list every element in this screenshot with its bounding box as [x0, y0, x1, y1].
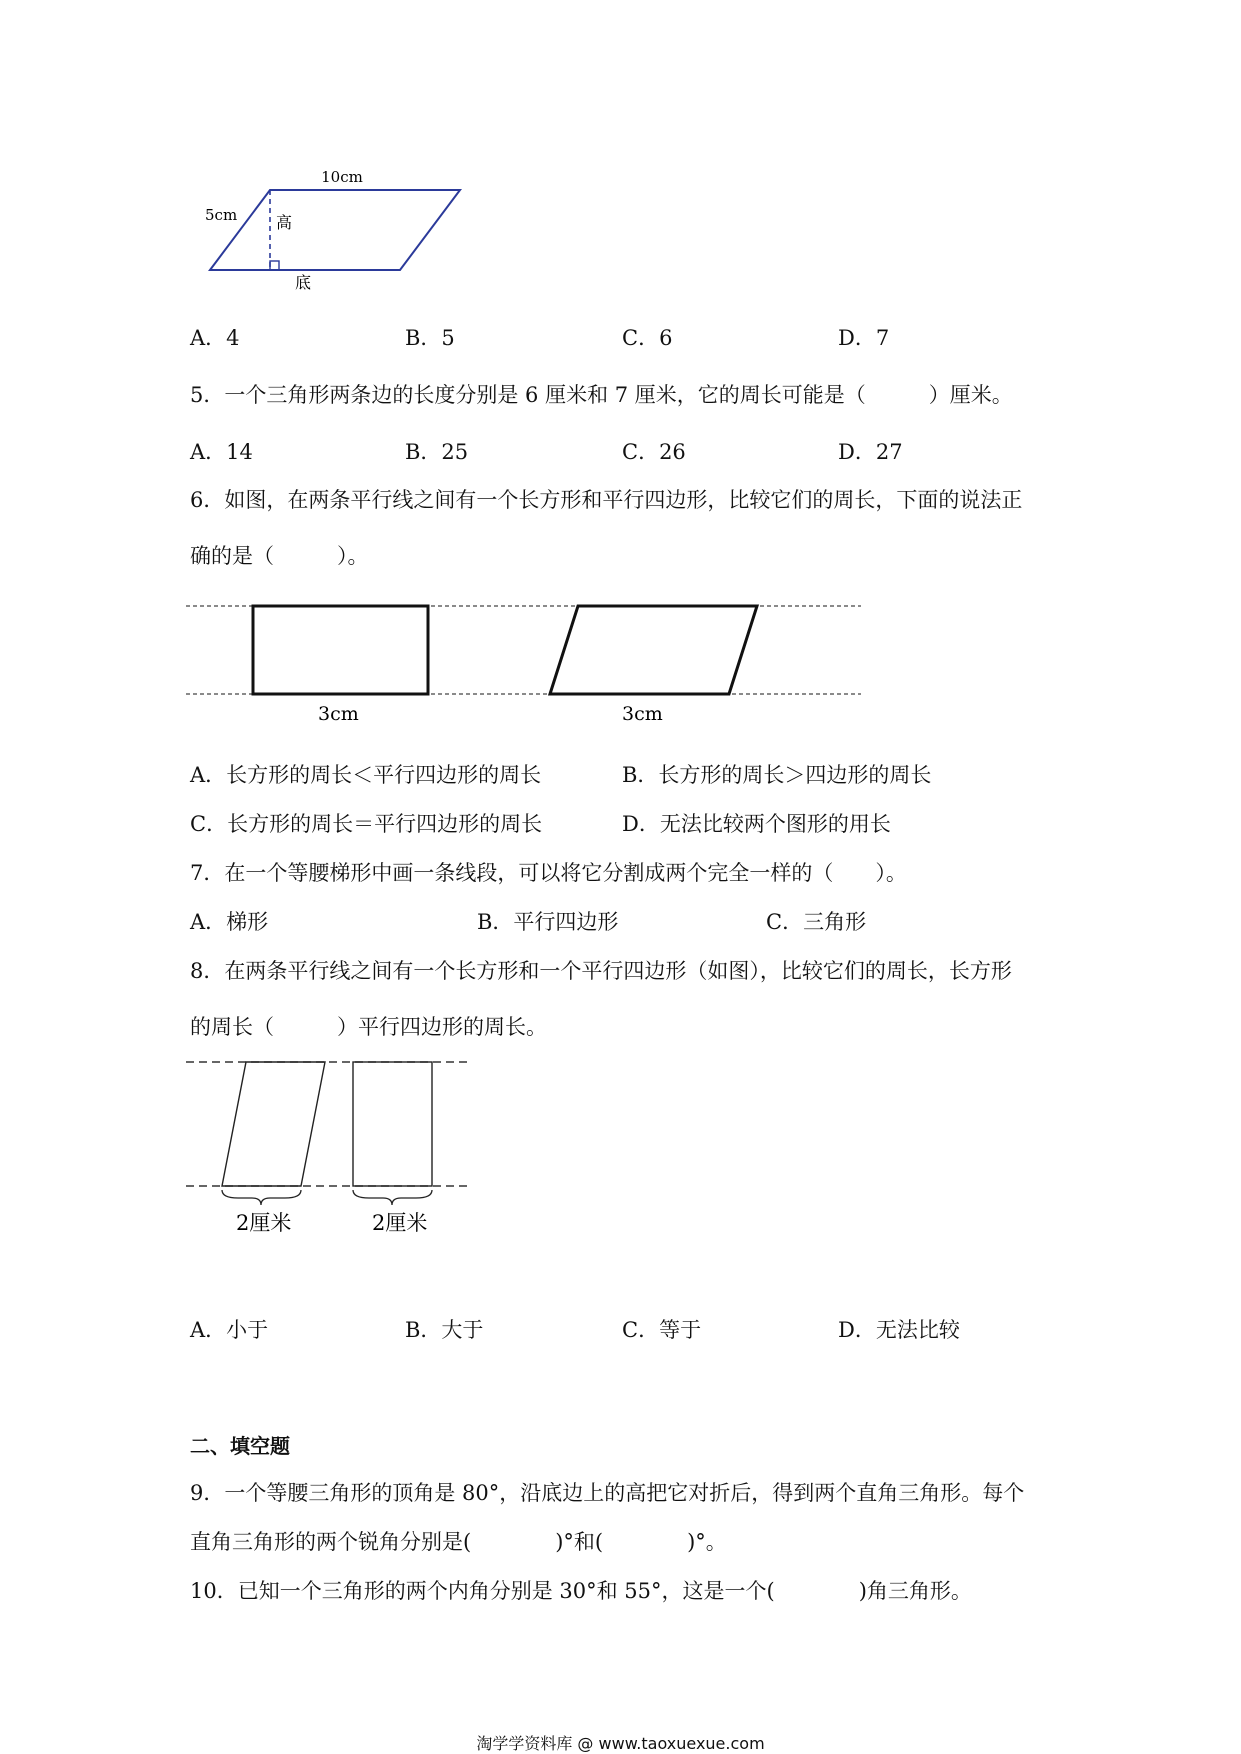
parallelogram-base-label: 2厘米 [236, 1211, 292, 1235]
q4-option-c: C．6 [622, 326, 673, 350]
q8-option-d: D．无法比较 [838, 1318, 960, 1342]
q7-question: 7．在一个等腰梯形中画一条线段，可以将它分割成两个完全一样的（ ）。 [190, 861, 907, 885]
q8-option-c: C．等于 [622, 1318, 702, 1342]
rectangle-base-label: 3cm [318, 703, 359, 725]
q5-option-b: B．25 [405, 440, 469, 464]
rectangle-base-brace [353, 1190, 432, 1205]
parallelogram-shape [222, 1062, 325, 1186]
parallelogram-shape [210, 190, 460, 270]
q4-option-a: A．4 [190, 326, 240, 350]
q6-option-a: A．长方形的周长＜平行四边形的周长 [190, 763, 542, 787]
q8-option-b: B．大于 [405, 1318, 484, 1342]
q9-question-line1: 9．一个等腰三角形的顶角是 80°，沿底边上的高把它对折后，得到两个直角三角形。每个 [190, 1481, 1025, 1505]
q7-option-a: A．梯形 [190, 910, 269, 934]
parallelogram-base-brace [222, 1190, 301, 1205]
q5-option-c: C．26 [622, 440, 686, 464]
base-label: 底 [295, 273, 312, 292]
q6-question-line2: 确的是（ ）。 [190, 544, 369, 568]
q4-option-b: B．5 [405, 326, 455, 350]
rectangle-shape [253, 606, 428, 694]
q8-option-a: A．小于 [190, 1318, 269, 1342]
q4-parallelogram-figure [190, 160, 470, 295]
q6-option-d: D．无法比较两个图形的用长 [622, 812, 891, 836]
height-label: 高 [276, 213, 293, 232]
q6-figure [186, 598, 866, 728]
q4-option-d: D．7 [838, 326, 890, 350]
q6-option-b: B．长方形的周长＞四边形的周长 [622, 763, 932, 787]
parallelogram-base-label: 3cm [622, 703, 663, 725]
q6-option-c: C．长方形的周长＝平行四边形的周长 [190, 812, 543, 836]
section-heading-fill-in: 二、填空题 [190, 1434, 290, 1458]
q5-question: 5．一个三角形两条边的长度分别是 6 厘米和 7 厘米，它的周长可能是（ ）厘米。 [190, 383, 1013, 407]
q7-option-b: B．平行四边形 [477, 910, 619, 934]
top-length-label: 10cm [321, 168, 363, 186]
q8-question-line2: 的周长（ ）平行四边形的周长。 [190, 1015, 547, 1039]
right-angle-mark [270, 261, 279, 270]
q5-option-a: A．14 [190, 440, 253, 464]
q10-question: 10．已知一个三角形的两个内角分别是 30°和 55°，这是一个( )角三角形。 [190, 1579, 972, 1603]
rectangle-shape [353, 1062, 432, 1186]
parallelogram-shape [550, 606, 757, 694]
q7-option-c: C．三角形 [766, 910, 867, 934]
q5-option-d: D．27 [838, 440, 903, 464]
q8-question-line1: 8．在两条平行线之间有一个长方形和一个平行四边形（如图），比较它们的周长，长方形 [190, 959, 1012, 983]
rectangle-base-label: 2厘米 [372, 1211, 428, 1235]
q8-figure [186, 1052, 476, 1247]
page-footer: 淘学学资料库 @ www.taoxuexue.com [476, 1734, 765, 1753]
side-length-label: 5cm [205, 206, 238, 224]
q9-question-line2: 直角三角形的两个锐角分别是( )°和( )°。 [190, 1530, 727, 1554]
q6-question-line1: 6．如图，在两条平行线之间有一个长方形和平行四边形，比较它们的周长，下面的说法正 [190, 488, 1023, 512]
